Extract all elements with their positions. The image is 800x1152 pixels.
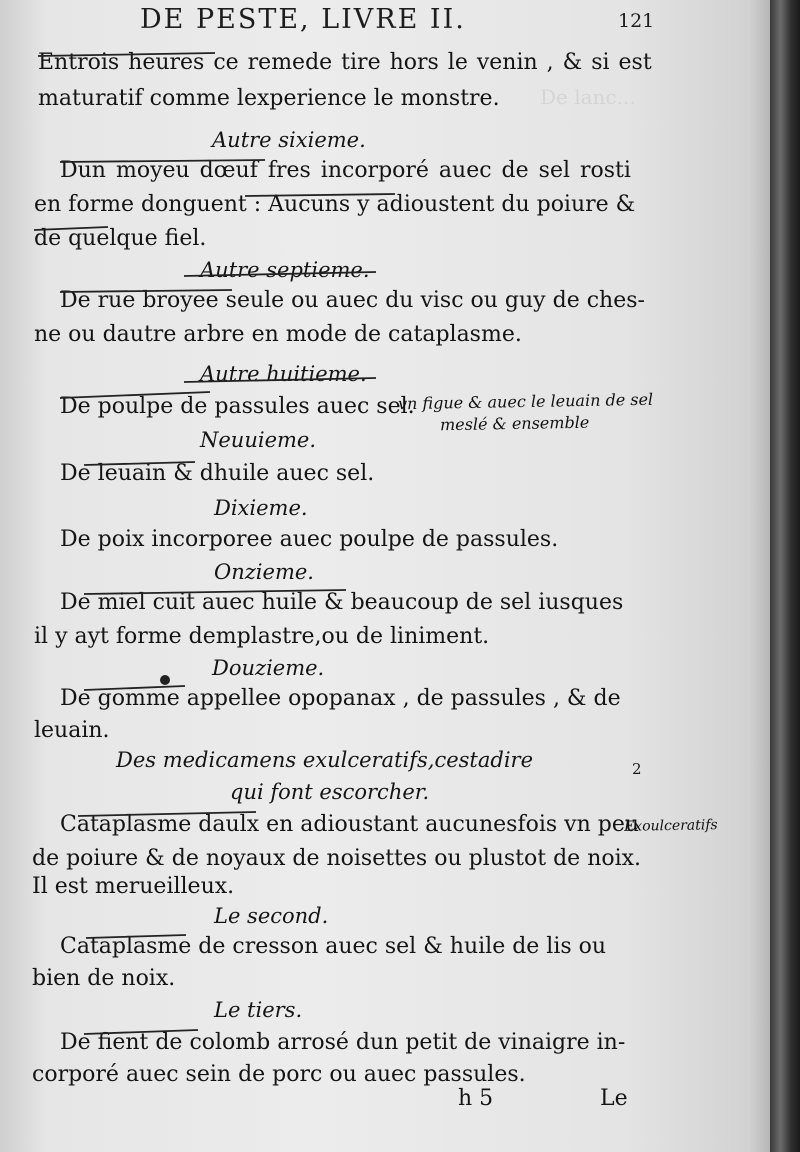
book-gutter	[770, 0, 800, 1152]
handwritten-annotation: vn figue & auec le leuain de sel	[397, 389, 654, 414]
section-heading: Le second.	[214, 904, 329, 928]
section-heading: Neuuieme.	[200, 428, 317, 452]
section-heading: Autre huitieme.	[200, 362, 367, 386]
section-heading: Douzieme.	[212, 656, 325, 680]
show-through-text: De lanc...	[540, 85, 636, 109]
text-line: De gomme appellee opopanax , de passules , & de	[60, 686, 621, 711]
folio-number: 121	[618, 10, 655, 32]
section-heading: Autre sixieme.	[212, 128, 366, 152]
section-heading: Des medicamens exulceratifs,cestadire	[116, 748, 534, 772]
ink-blot	[160, 675, 170, 685]
text-line: De leuain & dhuile auec sel.	[60, 461, 375, 486]
text-line: il y ayt forme demplastre,ou de liniment.	[34, 624, 490, 649]
text-line: De miel cuit auec huile & beaucoup de sel iusques	[60, 590, 624, 615]
text-line: en forme donguent : Aucuns y adioustent du poiure &	[34, 192, 636, 217]
section-heading: Autre septieme.	[200, 258, 370, 282]
text-line: corporé auec sein de porc ou auec passules.	[32, 1062, 526, 1087]
text-line: leuain.	[34, 718, 110, 743]
text-line: maturatif comme lexperience le monstre.	[38, 86, 500, 111]
signature-mark: h 5	[458, 1086, 494, 1111]
text-line: bien de noix.	[32, 966, 176, 991]
text-line: De fient de colomb arrosé dun petit de vinaigre in-	[60, 1030, 626, 1055]
text-line: Cataplasme daulx en adioustant aucunesfois vn peu	[60, 812, 640, 837]
text-line: De poulpe de passules auec sel.	[60, 394, 415, 419]
text-line: ne ou dautre arbre en mode de cataplasme.	[34, 322, 522, 347]
text-line: Dun moyeu dœuf fres incorporé auec de sel rosti	[60, 158, 631, 183]
text-line: De poix incorporee auec poulpe de passules.	[60, 527, 559, 552]
text-line: Entrois heures ce remede tire hors le venin , & si est	[38, 50, 652, 75]
section-heading: Le tiers.	[214, 998, 303, 1022]
text-line: de poiure & de noyaux de noisettes ou plustot de noix.	[32, 846, 642, 871]
catchword: Le	[600, 1086, 628, 1111]
running-head: DE PESTE, LIVRE II.	[140, 4, 466, 35]
handwritten-annotation: Exoulceratifs	[623, 817, 718, 835]
section-heading: Dixieme.	[214, 496, 308, 520]
text-line: De rue broyee seule ou auec du visc ou guy de ches-	[60, 288, 645, 313]
text-line: Cataplasme de cresson auec sel & huile de lis ou	[60, 934, 607, 959]
text-line: de quelque fiel.	[34, 226, 207, 251]
margin-number: 2	[632, 760, 642, 778]
text-line: Il est merueilleux.	[32, 874, 235, 899]
section-heading: Onzieme.	[214, 560, 314, 584]
handwritten-annotation: meslé & ensemble	[439, 412, 590, 435]
section-heading: qui font escorcher.	[230, 780, 430, 804]
